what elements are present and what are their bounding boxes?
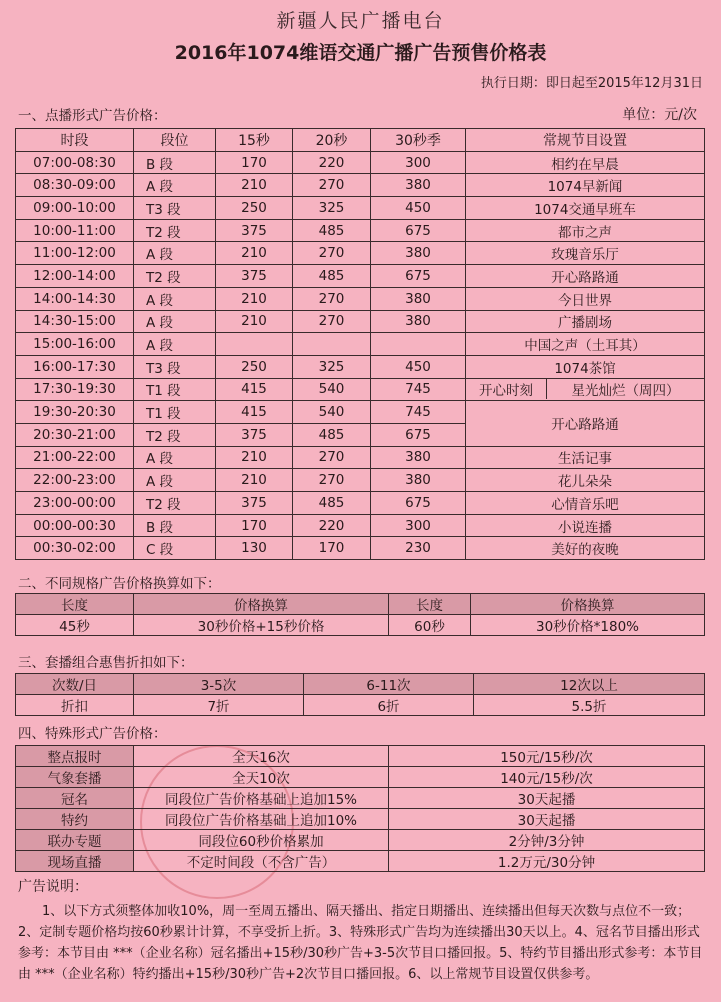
ad-type: 特约 [16,809,134,830]
price-30s [371,333,466,356]
ad-price: 2分钟/3分钟 [389,830,705,851]
ad-type: 联办专题 [16,830,134,851]
price-15s: 170 [216,514,293,537]
table-row [16,265,705,288]
price-30s: 300 [371,514,466,537]
table-row [16,830,705,851]
price-30s: 380 [371,446,466,469]
header-cell: 6-11次 [304,674,474,695]
slot-tier: T2 段 [134,423,216,446]
effective-date: 执行日期：即日起至2015年12月31日 [480,76,703,91]
notes-title: 广告说明： [18,879,88,895]
ad-price: 30天起播 [389,788,705,809]
table-row [16,851,705,872]
price-20s [293,333,371,356]
price-30s: 675 [371,219,466,242]
discount-cell: 6折 [304,695,474,716]
slot-tier: A 段 [134,469,216,492]
header-cell: 12次以上 [474,674,705,695]
program-name: 小说连播 [466,514,705,537]
header-cell: 段位 [134,129,216,152]
header-cell: 20秒 [293,129,371,152]
program-name: 生活记事 [466,446,705,469]
program-name: 花儿朵朵 [466,469,705,492]
table-row [16,151,705,174]
table-row [16,809,705,830]
program-name: 1074茶馆 [466,355,705,378]
price-15s: 250 [216,197,293,220]
section1-title: 一、点播形式广告价格： [18,108,167,124]
ad-type: 现场直播 [16,851,134,872]
price-20s: 220 [293,514,371,537]
price-30s: 380 [371,287,466,310]
ad-detail: 同段位60秒价格累加 [134,830,389,851]
program-name: 开心路路通 [466,401,705,446]
price-20s: 485 [293,265,371,288]
time-slot: 11:00-12:00 [16,242,134,265]
program-name: 开心路路通 [466,265,705,288]
price-20s: 220 [293,151,371,174]
time-slot: 09:00-10:00 [16,197,134,220]
price-30s: 300 [371,151,466,174]
table-row [16,446,705,469]
price-20s: 270 [293,242,371,265]
price-30s: 745 [371,401,466,424]
spot-price-table [15,128,705,560]
slot-tier: A 段 [134,446,216,469]
header-cell: 3-5次 [134,674,304,695]
slot-tier: A 段 [134,287,216,310]
slot-tier: C 段 [134,537,216,560]
length-cell: 45秒 [16,615,134,636]
table-row [16,537,705,560]
time-slot: 12:00-14:00 [16,265,134,288]
slot-tier: T2 段 [134,492,216,515]
price-30s: 380 [371,174,466,197]
section3-title: 三、套播组合惠售折扣如下： [18,655,194,671]
price-15s: 375 [216,265,293,288]
price-30s: 450 [371,355,466,378]
table-row [16,492,705,515]
slot-tier: A 段 [134,174,216,197]
program-name: 1074交通早班车 [466,197,705,220]
header-cell: 价格换算 [134,594,389,615]
price-15s: 250 [216,355,293,378]
price-30s: 380 [371,310,466,333]
price-20s: 485 [293,423,371,446]
time-slot: 00:00-00:30 [16,514,134,537]
program-name: 今日世界 [466,287,705,310]
program-name: 中国之声（土耳其） [466,333,705,356]
table-row [16,469,705,492]
time-slot: 14:00-14:30 [16,287,134,310]
table-header-row [16,129,705,152]
organization-name: 新疆人民广播电台 [276,10,445,32]
program-name: 1074早新闻 [466,174,705,197]
program-name: 广播剧场 [466,310,705,333]
program-name: 玫瑰音乐厅 [466,242,705,265]
time-slot: 08:30-09:00 [16,174,134,197]
table-header-row [16,674,705,695]
price-15s: 170 [216,151,293,174]
time-slot: 21:00-22:00 [16,446,134,469]
conversion-table [15,593,705,636]
time-slot: 23:00-00:00 [16,492,134,515]
length-cell: 60秒 [389,615,471,636]
table-row [16,310,705,333]
discount-table [15,673,705,716]
time-slot: 10:00-11:00 [16,219,134,242]
time-slot: 20:30-21:00 [16,423,134,446]
price-20s: 540 [293,378,371,401]
header-cell: 次数/日 [16,674,134,695]
program-name: 开心时刻 [466,379,547,399]
time-slot: 22:00-23:00 [16,469,134,492]
discount-cell: 5.5折 [474,695,705,716]
price-20s: 485 [293,492,371,515]
price-15s: 130 [216,537,293,560]
header-cell: 30秒季 [371,129,466,152]
conversion-cell: 30秒价格+15秒价格 [134,615,389,636]
ad-type: 气象套播 [16,767,134,788]
table-row [16,242,705,265]
price-15s: 210 [216,287,293,310]
price-15s: 415 [216,378,293,401]
price-15s: 210 [216,310,293,333]
ad-detail: 同段位广告价格基础上追加10% [134,809,389,830]
table-header-row [16,594,705,615]
table-row [16,333,705,356]
price-30s: 380 [371,242,466,265]
time-slot: 07:00-08:30 [16,151,134,174]
document-title: 2016年1074维语交通广播广告预售价格表 [174,42,547,64]
ad-price: 30天起播 [389,809,705,830]
conversion-cell: 30秒价格*180% [471,615,705,636]
price-20s: 270 [293,469,371,492]
price-30s: 675 [371,423,466,446]
price-15s: 210 [216,174,293,197]
ad-type: 冠名 [16,788,134,809]
slot-tier: T2 段 [134,219,216,242]
table-row [16,197,705,220]
time-slot: 19:30-20:30 [16,401,134,424]
header-cell: 长度 [16,594,134,615]
price-30s: 745 [371,378,466,401]
price-30s: 450 [371,197,466,220]
price-15s: 210 [216,469,293,492]
price-15s: 210 [216,242,293,265]
ad-detail: 不定时间段（不含广告） [134,851,389,872]
time-slot: 15:00-16:00 [16,333,134,356]
program-name: 心情音乐吧 [466,492,705,515]
price-15s [216,333,293,356]
price-20s: 485 [293,219,371,242]
ad-price: 150元/15秒/次 [389,746,705,767]
unit-label: 单位：元/次 [622,107,697,123]
price-20s: 540 [293,401,371,424]
table-row [16,788,705,809]
program-name: 相约在早晨 [466,151,705,174]
header-cell: 价格换算 [471,594,705,615]
price-20s: 270 [293,310,371,333]
ad-detail: 全天10次 [134,767,389,788]
time-slot: 17:30-19:30 [16,378,134,401]
price-20s: 270 [293,174,371,197]
header-cell: 长度 [389,594,471,615]
slot-tier: B 段 [134,151,216,174]
slot-tier: T2 段 [134,265,216,288]
table-row [16,514,705,537]
price-15s: 375 [216,423,293,446]
slot-tier: A 段 [134,310,216,333]
header-cell: 15秒 [216,129,293,152]
table-row [16,355,705,378]
price-15s: 415 [216,401,293,424]
section4-title: 四、特殊形式广告价格： [18,726,167,742]
slot-tier: T3 段 [134,197,216,220]
table-row [16,287,705,310]
ad-detail: 同段位广告价格基础上追加15% [134,788,389,809]
slot-tier: A 段 [134,242,216,265]
price-15s: 375 [216,492,293,515]
table-row [16,767,705,788]
program-name: 都市之声 [466,219,705,242]
ad-detail: 全天16次 [134,746,389,767]
program-split-cell [466,378,705,401]
time-slot: 16:00-17:30 [16,355,134,378]
price-20s: 170 [293,537,371,560]
table-row [16,401,705,424]
time-slot: 14:30-15:00 [16,310,134,333]
slot-tier: T1 段 [134,378,216,401]
price-30s: 380 [371,469,466,492]
program-name: 星光灿烂（周四） [571,383,680,400]
slot-tier: T1 段 [134,401,216,424]
price-20s: 270 [293,287,371,310]
table-row [16,695,705,716]
price-15s: 210 [216,446,293,469]
program-name: 美好的夜晚 [466,537,705,560]
price-30s: 230 [371,537,466,560]
time-slot: 00:30-02:00 [16,537,134,560]
notes-body: 1、以下方式须整体加收10%，周一至周五播出、隔天播出、指定日期播出、连续播出但每天次数与点位不一致；2、定制专题价格均按60秒累计计算，不享受折上折。3、特殊形式广告均为连续播出30天以上。4、冠名节目播出形式参考：本节目由 ***（企业名称）冠名播出+15秒/30秒广告+3-5次节目口播回报。5、特约节目播出形式参考：本节目由 ***（企业名称）特约播出+15秒/30秒广告+2次节目口播回报。6、以上常规节目设置仅供参考。 [18,904,703,982]
table-row [16,219,705,242]
slot-tier: T3 段 [134,355,216,378]
price-20s: 325 [293,355,371,378]
price-30s: 675 [371,265,466,288]
price-15s: 375 [216,219,293,242]
table-row [16,615,705,636]
price-30s: 675 [371,492,466,515]
ad-type: 整点报时 [16,746,134,767]
price-20s: 325 [293,197,371,220]
discount-label: 折扣 [16,695,134,716]
ad-price: 140元/15秒/次 [389,767,705,788]
table-row [16,378,705,401]
discount-cell: 7折 [134,695,304,716]
table-row [16,174,705,197]
header-cell: 常规节目设置 [466,129,705,152]
table-row [16,746,705,767]
ad-price: 1.2万元/30分钟 [389,851,705,872]
price-20s: 270 [293,446,371,469]
slot-tier: B 段 [134,514,216,537]
section2-title: 二、不同规格广告价格换算如下： [18,576,221,592]
slot-tier: A 段 [134,333,216,356]
special-price-table [15,745,705,872]
header-cell: 时段 [16,129,134,152]
